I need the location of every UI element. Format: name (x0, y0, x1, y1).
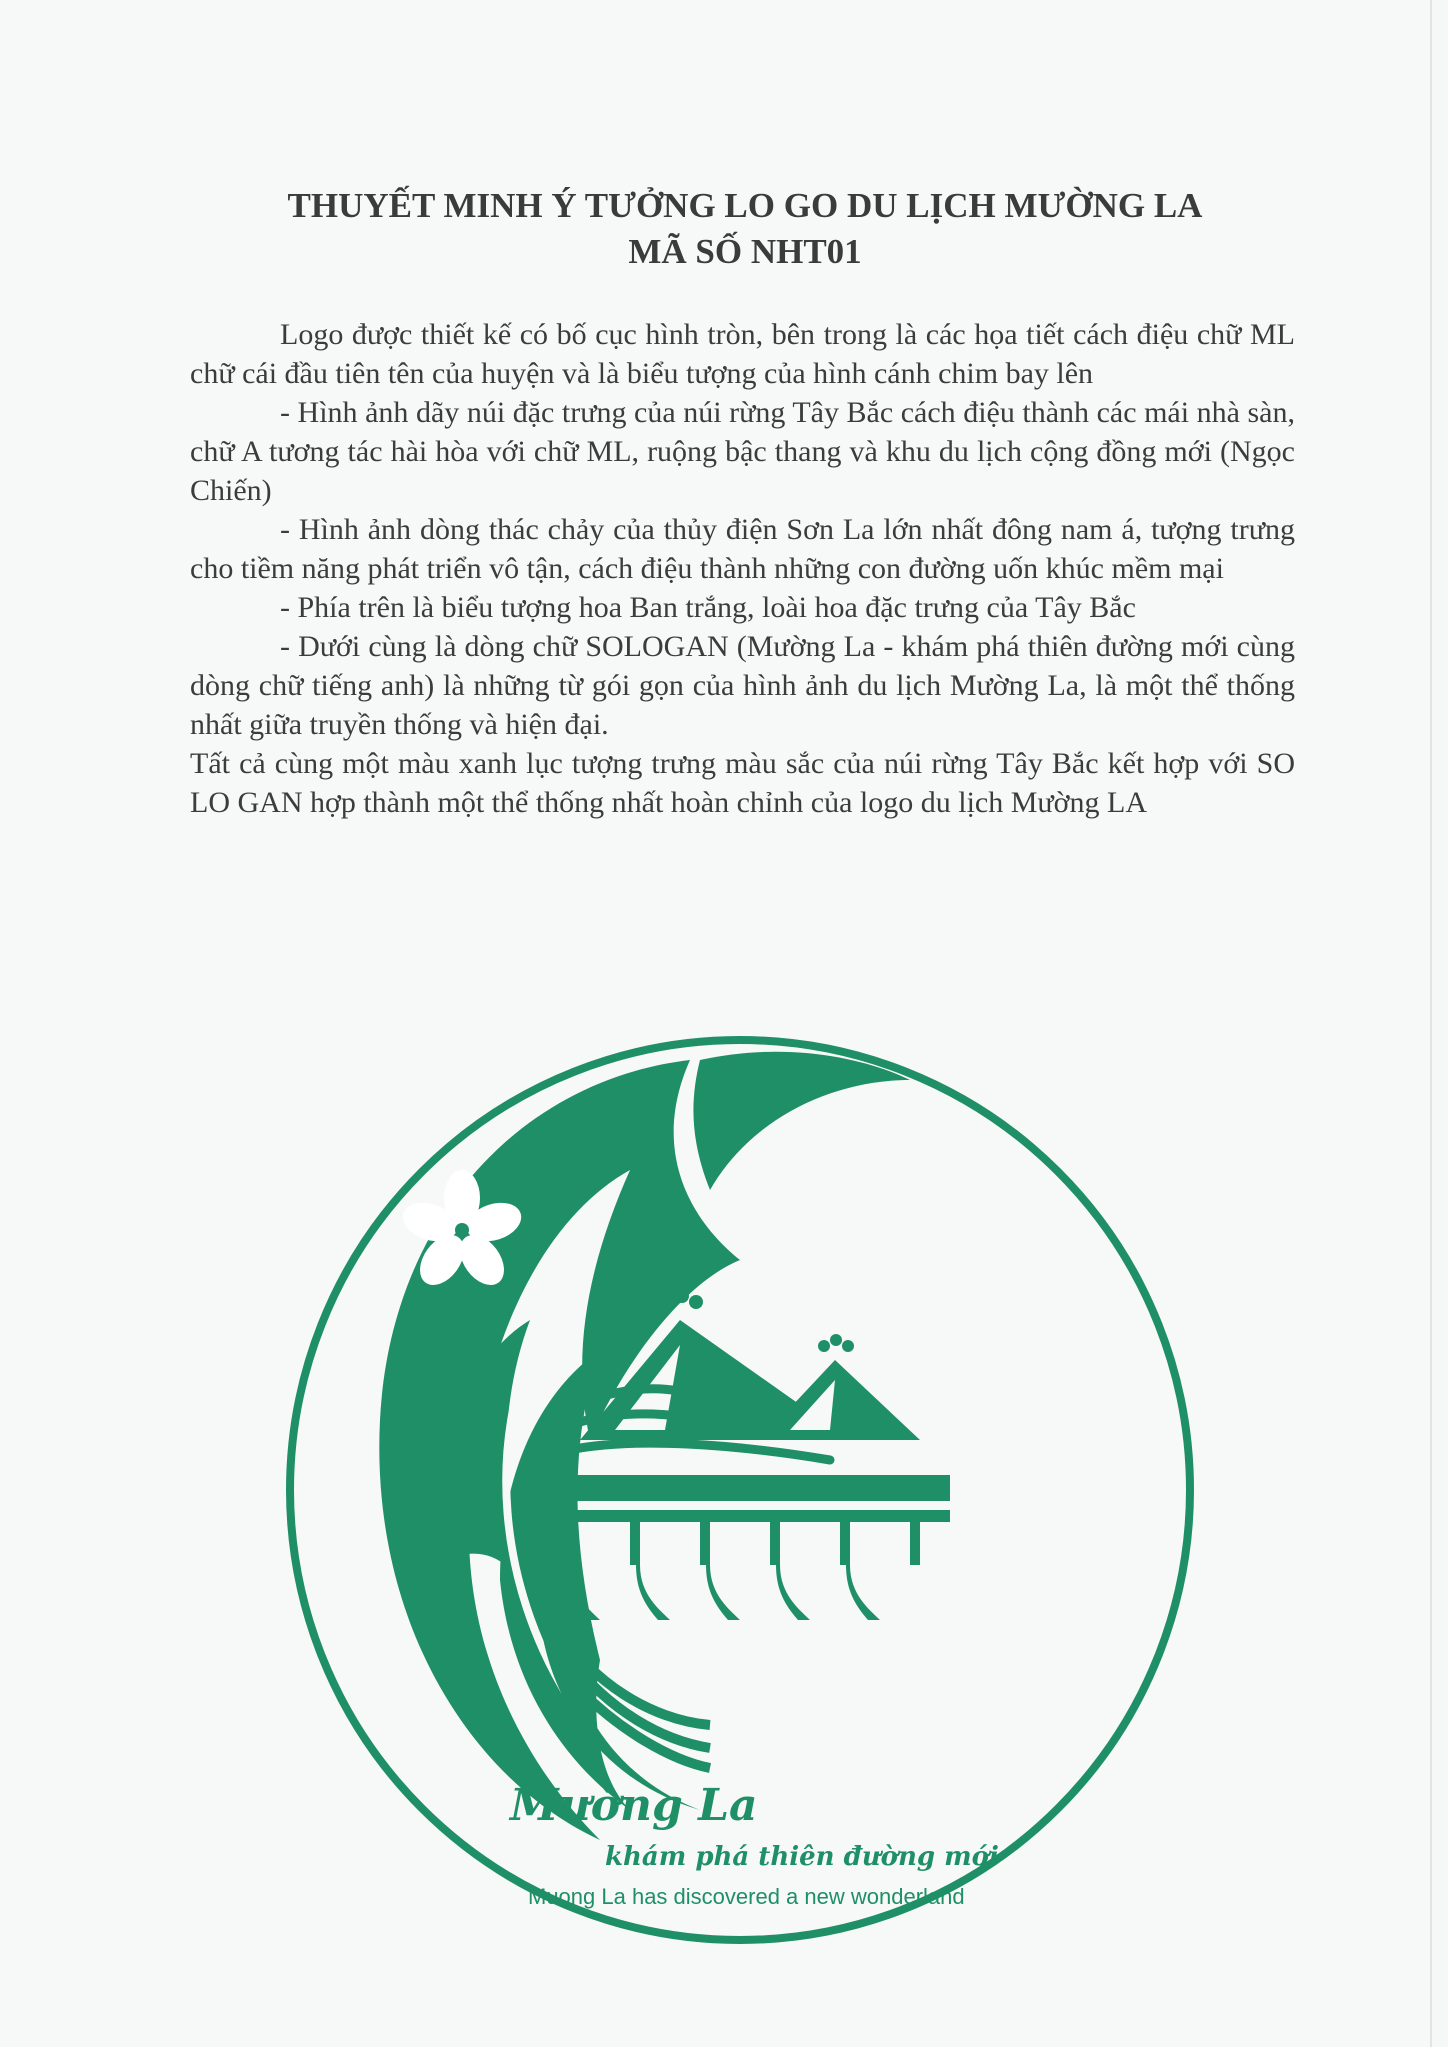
logo-english-text: Muong La has discovered a new wonderland (528, 1884, 965, 1909)
wing-tip-shape (693, 1052, 910, 1190)
paragraph-color: Tất cả cùng một màu xanh lục tượng trưng màu sắc của núi rừng Tây Bắc kết hợp với SO LO GAN hợp thành một thể thống nhất hoàn chỉnh của logo du lịch Mường LA (190, 747, 1295, 819)
paragraph-intro: Logo được thiết kế có bố cục hình tròn, bên trong là các họa tiết cách điệu chữ ML chữ cái đầu tiên tên của huyện và là biểu tượng của hình cánh chim bay lên (190, 318, 1295, 390)
document-title: THUYẾT MINH Ý TƯỞNG LO GO DU LỊCH MƯỜNG LA (287, 186, 1203, 225)
dam-spillways-icon (560, 1520, 920, 1620)
paragraph-slogan: - Dưới cùng là dòng chữ SOLOGAN (Mường La - khám phá thiên đường mới cùng dòng chữ tiếng anh) là những từ gói gọn của hình ảnh du lịch Mường La, là một thể thống nhất giữa truyền thống và hiện đại. (190, 630, 1295, 741)
dam-band (540, 1475, 950, 1501)
logo-tagline-text: khám phá thiên đường mới (605, 1842, 999, 1872)
paragraph-mountains: - Hình ảnh dãy núi đặc trưng của núi rừng Tây Bắc cách điệu thành các mái nhà sàn, chữ A tương tác hài hòa với chữ ML, ruộng bậc thang và khu du lịch cộng đồng mới (Ngọc Chiến) (190, 396, 1295, 507)
document-body (190, 315, 1295, 822)
logo-name-text: Mường La (510, 1780, 758, 1831)
document-code: MÃ SỐ NHT01 (628, 232, 862, 271)
paragraph-flower: - Phía trên là biểu tượng hoa Ban trắng, loài hoa đặc trưng của Tây Bắc (280, 591, 1136, 624)
muong-la-logo (270, 1020, 1210, 1960)
logo-graphic (270, 1020, 1210, 1960)
paragraph-waterfall: - Hình ảnh dòng thác chảy của thủy điện Sơn La lớn nhất đông nam á, tượng trưng cho tiềm năng phát triển vô tận, cách điệu thành những con đường uốn khúc mềm mại (190, 513, 1295, 585)
